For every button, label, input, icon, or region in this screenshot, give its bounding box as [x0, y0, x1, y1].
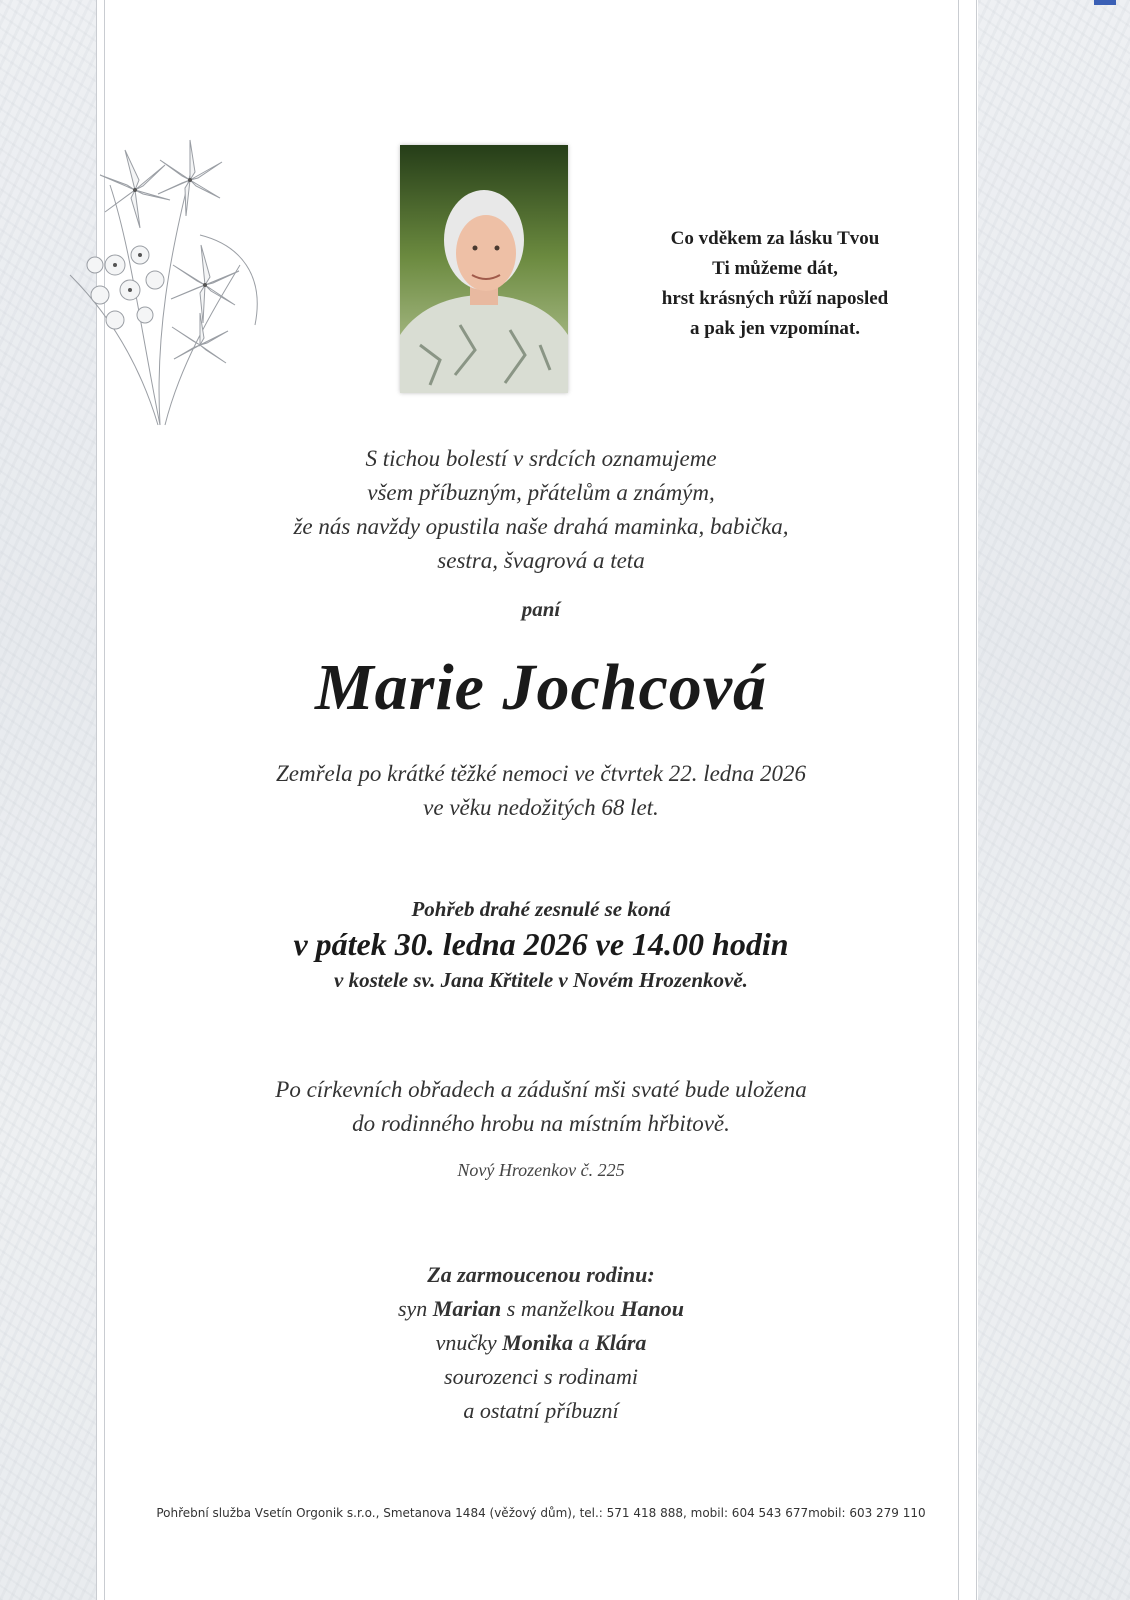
memorial-verse [630, 224, 920, 344]
family-line-son [106, 1292, 976, 1326]
title-prefix: paní [521, 597, 561, 621]
right-border-line [976, 0, 977, 1600]
verse-line: a pak jen vzpomínat. [690, 318, 860, 339]
text: vnučky [435, 1330, 503, 1355]
portrait-photo [400, 145, 568, 393]
burial-details [106, 1073, 976, 1141]
funeral-service-footer: Pohřební služba Vsetín Orgonik s.r.o., Smetanova 1484 (věžový dům), tel.: 571 418 888, mobil: 604 543 677mobil: 603 279 110 [156, 1506, 926, 1520]
announcement-text [106, 442, 976, 578]
son-name: Marian [432, 1296, 502, 1321]
family-heading: Za zarmoucenou rodinu: [427, 1262, 655, 1287]
burial-line: do rodinného hrobu na místním hřbitově. [352, 1111, 730, 1136]
family-address: Nový Hrozenkov č. 225 [457, 1160, 625, 1180]
death-details [106, 757, 976, 825]
announcement-line: že nás navždy opustila naše drahá maminka, babička, [293, 514, 789, 539]
granddaughter-name: Klára [595, 1330, 647, 1355]
corner-mark [1094, 0, 1116, 5]
text: s manželkou [501, 1296, 621, 1321]
announcement-line: všem příbuzným, přátelům a známým, [367, 480, 715, 505]
burial-line: Po církevních obřadech a zádušní mši svaté bude uložena [275, 1077, 807, 1102]
daughter-in-law-name: Hanou [620, 1296, 685, 1321]
funeral-datetime: v pátek 30. ledna 2026 ve 14.00 hodin [293, 926, 789, 962]
text: syn [397, 1296, 433, 1321]
family-line-siblings: sourozenci s rodinami [444, 1364, 638, 1389]
announcement-line: S tichou bolestí v srdcích oznamujeme [365, 446, 717, 471]
family-line-relatives: a ostatní příbuzní [463, 1398, 619, 1423]
death-line: Zemřela po krátké těžké nemoci ve čtvrtek 22. ledna 2026 [275, 761, 807, 786]
announcement-line: sestra, švagrová a teta [437, 548, 645, 573]
lily-flowers-illustration [40, 125, 280, 455]
deceased-name: Marie Jochcová [314, 651, 768, 724]
verse-line: Co vděkem za lásku Tvou [670, 228, 880, 249]
granddaughter-name: Monika [502, 1330, 574, 1355]
verse-line: Ti můžeme dát, [712, 258, 838, 279]
right-textured-margin [978, 0, 1130, 1600]
text: a [573, 1330, 596, 1355]
family-line-granddaughters [106, 1326, 976, 1360]
funeral-place: v kostele sv. Jana Křtitele v Novém Hrozenkově. [334, 968, 748, 992]
family-signature [106, 1258, 976, 1428]
death-line: ve věku nedožitých 68 let. [423, 795, 659, 820]
verse-line: hrst krásných růží naposled [661, 288, 889, 309]
funeral-intro: Pohřeb drahé zesnulé se koná [411, 897, 671, 921]
portrait-image [400, 145, 568, 393]
